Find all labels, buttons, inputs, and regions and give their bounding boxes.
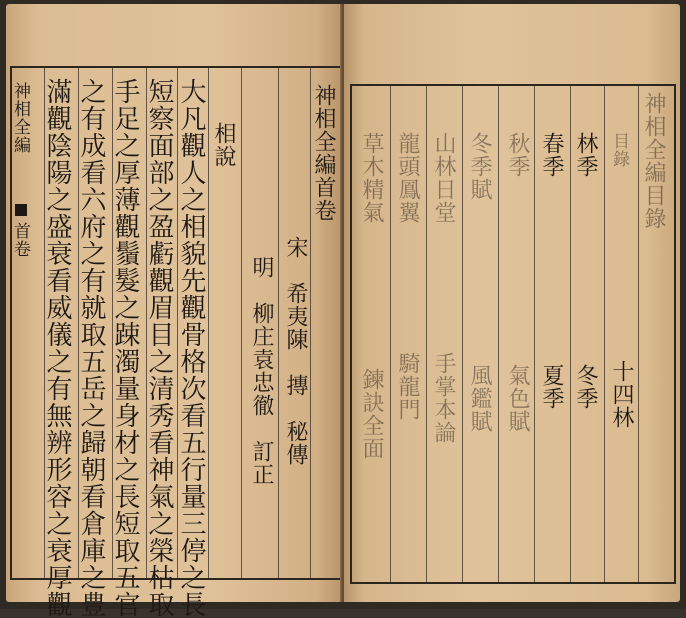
- column-rule: [426, 86, 427, 582]
- column-rule: [208, 68, 209, 578]
- fish-tail-mark: [15, 204, 27, 216]
- right-page: [344, 4, 680, 602]
- margin-title: 神相全編: [10, 82, 30, 154]
- toc-upper-6: 龍頭鳳翼: [395, 132, 420, 224]
- toc-lower-1: 十四林: [609, 360, 634, 429]
- column-rule: [241, 68, 242, 578]
- right-header: 神相全編目錄: [641, 92, 666, 230]
- toc-upper-3: 秋季: [505, 132, 530, 178]
- column-rule: [534, 86, 535, 582]
- toc-upper-2: 春季: [539, 132, 564, 178]
- toc-upper-4: 冬季賦: [467, 132, 492, 201]
- body-column-3: 手足之厚薄觀鬚髮之踈濁量身材之長短取五官: [110, 78, 140, 618]
- toc-lower-6: 手掌本論: [431, 352, 456, 444]
- column-rule: [604, 86, 605, 582]
- column-rule: [462, 86, 463, 582]
- toc-lower-2: 冬季: [573, 364, 598, 410]
- column-rule: [638, 86, 639, 582]
- body-column-4: 之有成看六府之有就取五岳之歸朝看倉庫之豊: [76, 78, 106, 618]
- section-title: 相說: [211, 122, 236, 168]
- right-sub-header: 目錄: [609, 132, 629, 168]
- toc-lower-3: 夏季: [539, 364, 564, 410]
- editor-line: 明 柳庄袁忠徹 訂正: [249, 256, 274, 486]
- margin-volume: 首卷: [10, 222, 30, 258]
- toc-upper-7: 草木精氣: [359, 132, 384, 224]
- toc-lower-4: 氣色賦: [505, 364, 530, 433]
- header-title: 神相全編首卷: [311, 84, 336, 222]
- left-page: [6, 4, 342, 618]
- body-column-2: 短察面部之盈虧觀眉目之清秀看神氣之榮枯取: [144, 78, 174, 618]
- toc-lower-5: 風鑑賦: [467, 364, 492, 433]
- toc-lower-7: 騎龍門: [395, 352, 420, 421]
- column-rule: [390, 86, 391, 582]
- body-column-5: 滿觀陰陽之盛衰看威儀之有無辨形容之衰厚觀: [42, 78, 72, 618]
- toc-upper-1: 林季: [573, 132, 598, 178]
- toc-upper-5: 山林日堂: [431, 132, 456, 224]
- column-rule: [498, 86, 499, 582]
- column-rule: [570, 86, 571, 582]
- toc-lower-8: 鍊訣全面: [359, 368, 384, 460]
- body-column-1: 大凡觀人之相貌先觀骨格次看五行量三停之長: [176, 78, 206, 618]
- author-line: 宋 希夷陳 摶 秘傳: [283, 236, 308, 466]
- column-rule: [278, 68, 279, 578]
